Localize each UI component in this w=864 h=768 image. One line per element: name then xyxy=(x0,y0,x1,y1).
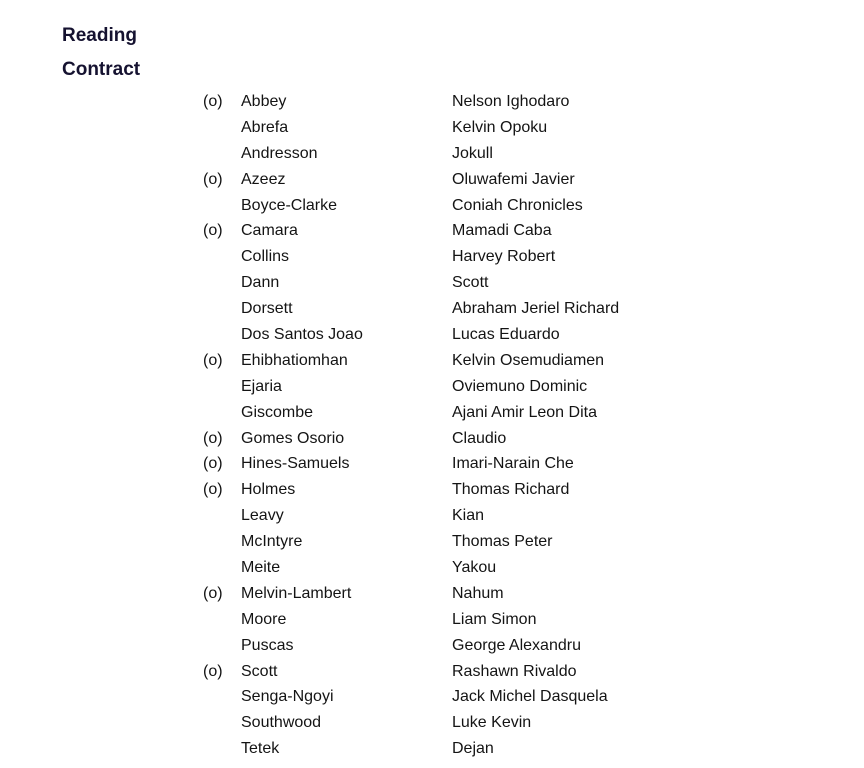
player-forenames: Jokull xyxy=(452,144,493,162)
player-forenames: Nelson Ighodaro xyxy=(452,93,570,110)
player-forenames: Liam Simon xyxy=(452,610,537,628)
player-forenames: Nahum xyxy=(452,584,504,602)
player-forenames: Jack Michel Dasquela xyxy=(452,688,608,706)
player-surname: Southwood xyxy=(241,714,322,732)
player-surname: Giscombe xyxy=(241,403,314,421)
player-surname: Azeez xyxy=(241,170,286,188)
player-surname: Camara xyxy=(241,222,298,240)
player-surname: Scott xyxy=(241,662,278,680)
player-forenames: Thomas Richard xyxy=(452,481,570,499)
player-row xyxy=(0,451,864,477)
player-surname: Andresson xyxy=(241,144,318,162)
player-forenames: Oviemuno Dominic xyxy=(452,377,588,395)
option-flag: (o) xyxy=(203,222,223,240)
player-row xyxy=(0,503,864,529)
player-row xyxy=(0,426,864,452)
player-row xyxy=(0,529,864,555)
player-row xyxy=(0,477,864,503)
player-forenames: Luke Kevin xyxy=(452,714,532,732)
player-surname: Dann xyxy=(241,274,280,292)
player-forenames: Harvey Robert xyxy=(452,248,556,266)
player-forenames: Yakou xyxy=(452,559,497,577)
player-surname: Collins xyxy=(241,248,290,266)
player-row xyxy=(0,115,864,141)
player-forenames: Kelvin Opoku xyxy=(452,118,548,136)
player-surname: Holmes xyxy=(241,481,296,499)
player-surname: Dorsett xyxy=(241,300,293,318)
player-surname: Senga-Ngoyi xyxy=(241,688,334,706)
player-forenames: Scott xyxy=(452,274,489,292)
option-flag: (o) xyxy=(203,93,223,110)
player-row xyxy=(0,400,864,426)
club-title: Reading xyxy=(62,25,137,46)
player-forenames: Oluwafemi Javier xyxy=(452,170,575,188)
player-row xyxy=(0,244,864,270)
player-forenames: Imari-Narain Che xyxy=(452,455,574,473)
player-surname: Dos Santos Joao xyxy=(241,326,363,344)
player-row xyxy=(0,633,864,659)
player-surname: Hines-Samuels xyxy=(241,455,350,473)
player-surname: Melvin-Lambert xyxy=(241,584,352,602)
player-forenames: Claudio xyxy=(452,429,507,447)
player-row xyxy=(0,167,864,193)
player-row xyxy=(0,270,864,296)
option-flag: (o) xyxy=(203,351,223,369)
option-flag: (o) xyxy=(203,481,223,499)
player-list xyxy=(0,89,864,762)
player-surname: Meite xyxy=(241,559,281,577)
player-surname: Tetek xyxy=(241,740,280,758)
player-forenames: Coniah Chronicles xyxy=(452,196,583,214)
player-row xyxy=(0,581,864,607)
player-surname: Moore xyxy=(241,610,287,628)
player-row xyxy=(0,218,864,244)
player-forenames: Dejan xyxy=(452,740,494,758)
player-row xyxy=(0,684,864,710)
player-forenames: Thomas Peter xyxy=(452,533,553,551)
player-row xyxy=(0,607,864,633)
option-flag: (o) xyxy=(203,584,223,602)
player-forenames: Ajani Amir Leon Dita xyxy=(452,403,597,421)
player-row xyxy=(0,296,864,322)
player-row xyxy=(0,736,864,762)
player-forenames: Kian xyxy=(452,507,485,525)
player-surname: McIntyre xyxy=(241,533,303,551)
player-row xyxy=(0,555,864,581)
player-surname: Puscas xyxy=(241,636,294,654)
player-surname: Boyce-Clarke xyxy=(241,196,338,214)
player-row xyxy=(0,374,864,400)
player-forenames: Rashawn Rivaldo xyxy=(452,662,577,680)
player-surname: Leavy xyxy=(241,507,284,525)
player-surname: Gomes Osorio xyxy=(241,429,345,447)
player-forenames: George Alexandru xyxy=(452,636,581,654)
player-row xyxy=(0,659,864,685)
option-flag: (o) xyxy=(203,662,223,680)
player-forenames: Kelvin Osemudiamen xyxy=(452,351,605,369)
player-surname: Ejaria xyxy=(241,377,282,395)
player-forenames: Abraham Jeriel Richard xyxy=(452,300,620,318)
player-row xyxy=(0,193,864,219)
player-surname: Ehibhatiomhan xyxy=(241,351,348,369)
player-row xyxy=(0,322,864,348)
player-surname: Abbey xyxy=(241,93,287,110)
player-forenames: Mamadi Caba xyxy=(452,222,552,240)
player-forenames: Lucas Eduardo xyxy=(452,326,560,344)
player-row xyxy=(0,348,864,374)
player-row xyxy=(0,710,864,736)
option-flag: (o) xyxy=(203,455,223,473)
player-row xyxy=(0,89,864,115)
option-flag: (o) xyxy=(203,170,223,188)
player-row xyxy=(0,141,864,167)
section-title: Contract xyxy=(62,59,141,80)
player-surname: Abrefa xyxy=(241,118,289,136)
option-flag: (o) xyxy=(203,429,223,447)
